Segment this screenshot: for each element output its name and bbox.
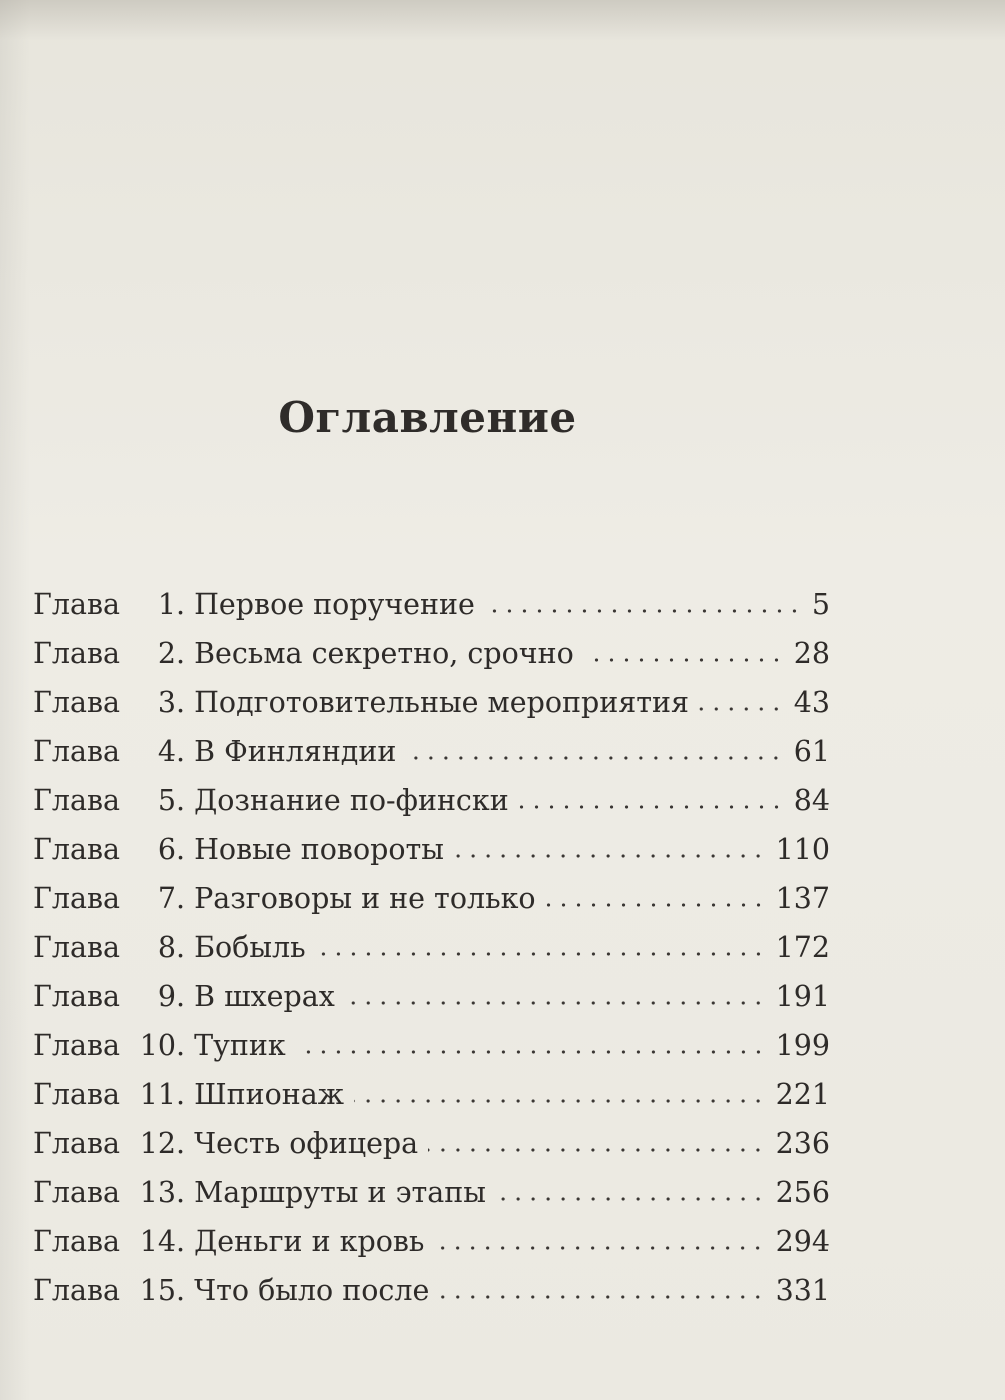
dot-leader [519,791,784,811]
chapter-title: Деньги и кровь [194,1225,425,1258]
chapter-number-period: . [176,735,186,768]
chapter-number-period: . [176,588,186,621]
chapter-word: Глава [33,1225,121,1258]
chapter-title: Шпионаж [194,1078,344,1111]
chapter-title: Разговоры и не только [194,882,536,915]
chapter-number: 1 [157,588,177,621]
chapter-title: В шхерах [194,980,335,1013]
toc-title: Оглавление [278,393,577,442]
dot-leader [699,693,784,713]
chapter-page-number: 84 [793,784,830,817]
dot-leader [496,1183,766,1203]
toc-entry [33,678,830,727]
chapter-page-number: 256 [775,1176,830,1209]
chapter-title: Бобыль [194,931,306,964]
chapter-word: Глава [33,1127,121,1160]
toc-entry [33,1070,830,1119]
chapter-page-number: 43 [793,686,830,719]
chapter-number-period: . [176,980,186,1013]
dot-leader [439,1281,765,1301]
chapter-number-period: . [176,1274,186,1307]
chapter-word: Глава [33,735,121,768]
chapter-word: Глава [33,931,121,964]
page-top-shadow [0,0,1005,40]
chapter-word: Глава [33,784,121,817]
chapter-number: 10 [139,1029,177,1062]
toc-entry [33,1119,830,1168]
chapter-word: Глава [33,637,121,670]
chapter-number-period: . [176,686,186,719]
chapter-title: Дознание по-фински [194,784,509,817]
chapter-title: Маршруты и этапы [194,1176,486,1209]
toc-list [33,580,830,1315]
chapter-number-period: . [176,1225,186,1258]
toc-entry [33,825,830,874]
chapter-page-number: 221 [775,1078,830,1111]
toc-entry [33,727,830,776]
chapter-title: Что было после [194,1274,430,1307]
chapter-title: Весьма секретно, срочно [194,637,574,670]
chapter-title: Подготовительные мероприятия [194,686,689,719]
chapter-word: Глава [33,1078,121,1111]
chapter-title: В Финляндии [194,735,397,768]
chapter-number: 3 [157,686,177,719]
chapter-page-number: 199 [775,1029,830,1062]
chapter-number: 4 [157,735,177,768]
chapter-number: 9 [157,980,177,1013]
chapter-number: 2 [157,637,177,670]
dot-leader [434,1232,765,1252]
chapter-word: Глава [33,1274,121,1307]
dot-leader [546,889,766,909]
chapter-page-number: 137 [775,882,830,915]
chapter-word: Глава [33,980,121,1013]
chapter-number-period: . [176,833,186,866]
chapter-number: 11 [139,1078,177,1111]
chapter-number-period: . [176,1127,186,1160]
toc-entry [33,629,830,678]
chapter-number: 13 [139,1176,177,1209]
toc-entry [33,972,830,1021]
dot-leader [584,644,784,664]
toc-entry [33,580,830,629]
dot-leader [406,742,783,762]
toc-entry [33,1217,830,1266]
dot-leader [316,938,766,958]
chapter-title: Тупик [194,1029,286,1062]
chapter-title: Честь офицера [194,1127,419,1160]
chapter-word: Глава [33,1176,121,1209]
dot-leader [454,840,766,860]
toc-entry [33,1266,830,1315]
chapter-page-number: 110 [775,833,830,866]
chapter-number-period: . [176,784,186,817]
chapter-number: 15 [139,1274,177,1307]
chapter-number-period: . [176,1176,186,1209]
chapter-word: Глава [33,686,121,719]
chapter-page-number: 294 [775,1225,830,1258]
dot-leader [296,1036,766,1056]
chapter-number-period: . [176,637,186,670]
chapter-number: 8 [157,931,177,964]
chapter-word: Глава [33,833,121,866]
chapter-word: Глава [33,882,121,915]
toc-entry [33,776,830,825]
chapter-page-number: 61 [793,735,830,768]
toc-entry [33,1168,830,1217]
toc-entry [33,923,830,972]
dot-leader [345,987,766,1007]
chapter-word: Глава [33,1029,121,1062]
chapter-word: Глава [33,588,121,621]
toc-entry [33,874,830,923]
chapter-title: Первое поручение [194,588,475,621]
chapter-number: 6 [157,833,177,866]
dot-leader [354,1085,766,1105]
chapter-number: 14 [139,1225,177,1258]
chapter-number-period: . [176,882,186,915]
chapter-number: 5 [157,784,177,817]
chapter-title: Новые повороты [194,833,444,866]
toc-entry [33,1021,830,1070]
chapter-page-number: 331 [775,1274,830,1307]
dot-leader [428,1134,765,1154]
chapter-page-number: 172 [775,931,830,964]
chapter-number-period: . [176,1029,186,1062]
chapter-page-number: 236 [775,1127,830,1160]
chapter-page-number: 191 [775,980,830,1013]
chapter-number-period: . [176,931,186,964]
dot-leader [485,595,802,615]
chapter-number: 12 [139,1127,177,1160]
chapter-page-number: 28 [793,637,830,670]
chapter-page-number: 5 [811,588,830,621]
chapter-number: 7 [157,882,177,915]
chapter-number-period: . [176,1078,186,1111]
